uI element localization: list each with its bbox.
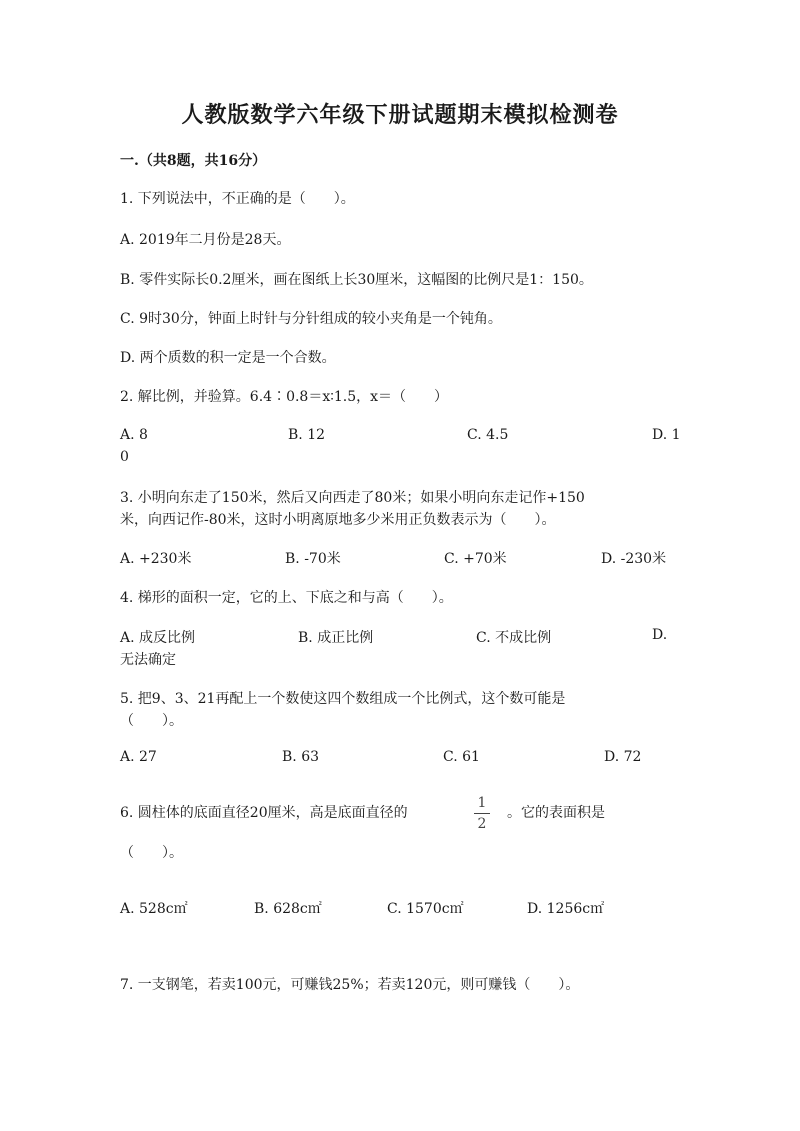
question-2-option-b: B. 12 (288, 427, 326, 443)
question-1-stem: 1. 下列说法中，不正确的是（ ）。 (120, 191, 355, 207)
question-5-option-a: A. 27 (120, 749, 157, 765)
question-5-option-c: C. 61 (443, 749, 480, 765)
question-6-stem-post: 。它的表面积是 (507, 805, 605, 821)
question-2-option-d-wrap: 0 (120, 449, 129, 465)
fraction-bar (474, 813, 490, 814)
question-1-option-d: D. 两个质数的积一定是一个合数。 (120, 350, 336, 366)
fraction-numerator: 1 (477, 795, 487, 811)
question-3-option-a: A. +230米 (120, 551, 192, 567)
question-1-option-c: C. 9时30分，钟面上时针与分针组成的较小夹角是一个钝角。 (120, 311, 502, 327)
question-5-stem-line-1: 5. 把9、3、21再配上一个数使这四个数组成一个比例式，这个数可能是 (120, 691, 566, 707)
question-6-stem-line-2: （ ）。 (120, 845, 183, 861)
question-5-option-d: D. 72 (604, 749, 642, 765)
question-4-option-c: C. 不成比例 (476, 630, 552, 646)
page-title: 人教版数学六年级下册试题期末模拟检测卷 (181, 102, 619, 128)
question-3-stem-line-1: 3. 小明向东走了150米，然后又向西走了80米；如果小明向东走记作+150 (120, 490, 585, 506)
question-7-stem: 7. 一支钢笔，若卖100元，可赚钱25%；若卖120元，则可赚钱（ ）。 (120, 977, 580, 993)
question-1-option-b: B. 零件实际长0.2厘米，画在图纸上长30厘米，这幅图的比例尺是1：150。 (120, 272, 593, 288)
question-5-stem-line-2: （ ）。 (120, 713, 183, 729)
fraction-denominator: 2 (477, 816, 487, 832)
question-2-option-a: A. 8 (120, 427, 148, 443)
question-4-stem: 4. 梯形的面积一定，它的上、下底之和与高（ ）。 (120, 590, 453, 606)
question-6-option-b: B. 628c㎡ (254, 901, 322, 917)
question-5-option-b: B. 63 (282, 749, 320, 765)
question-4-option-d-wrap: 无法确定 (120, 652, 176, 668)
question-6-option-c: C. 1570c㎡ (387, 901, 464, 917)
question-1-option-a: A. 2019年二月份是28天。 (120, 232, 291, 248)
question-3-stem-line-2: 米，向西记作-80米，这时小明离原地多少米用正负数表示为（ ）。 (120, 512, 556, 528)
question-6-option-d: D. 1256c㎡ (527, 901, 605, 917)
question-4-option-b: B. 成正比例 (298, 630, 374, 646)
fraction-one-half (473, 795, 491, 832)
question-2-stem: 2. 解比例，并验算。6.4∶0.8＝x∶1.5，x＝（ ） (120, 389, 449, 405)
question-3-option-c: C. +70米 (444, 551, 507, 567)
question-6-option-a: A. 528c㎡ (120, 901, 188, 917)
question-3-option-b: B. -70米 (285, 551, 341, 567)
question-2-option-d: D. 1 (652, 427, 681, 443)
question-2-option-c: C. 4.5 (467, 427, 509, 443)
question-6-stem-pre: 6. 圆柱体的底面直径20厘米，高是底面直径的 (120, 805, 408, 821)
question-4-option-d: D. (652, 627, 668, 643)
section-heading: 一.（共8题，共16分） (120, 153, 267, 169)
question-3-option-d: D. -230米 (601, 551, 667, 567)
question-4-option-a: A. 成反比例 (120, 630, 196, 646)
